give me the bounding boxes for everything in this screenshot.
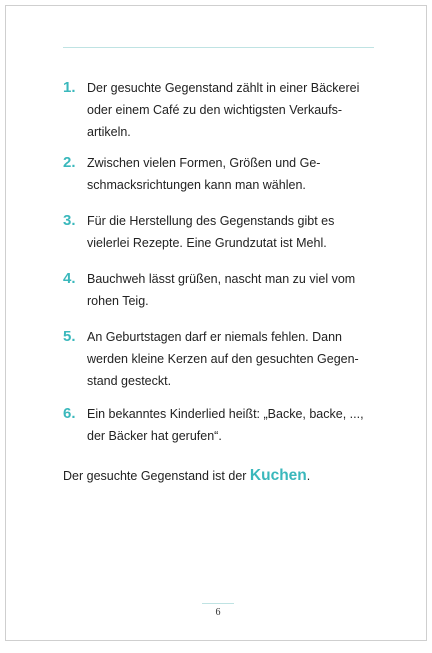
clue-item-1 bbox=[63, 77, 393, 143]
clue-text bbox=[87, 77, 359, 143]
clue-number: 5. bbox=[63, 328, 76, 345]
clue-line: An Geburtstagen darf er niemals fehlen. Dann bbox=[87, 330, 343, 344]
page-number: 6 bbox=[215, 607, 221, 618]
clue-line: schmacksrichtungen kann man wählen. bbox=[87, 178, 306, 192]
clue-item-6 bbox=[63, 403, 393, 447]
clue-item-3 bbox=[63, 210, 393, 254]
clue-item-5 bbox=[63, 326, 393, 392]
footer-divider bbox=[202, 603, 234, 604]
clue-number: 3. bbox=[63, 212, 76, 229]
answer-sentence bbox=[63, 463, 393, 489]
book-page bbox=[5, 5, 427, 641]
answer-highlight: Kuchen bbox=[249, 467, 307, 484]
clue-line: Für die Herstellung des Gegenstands gibt es bbox=[87, 214, 335, 228]
clue-number: 1. bbox=[63, 79, 76, 96]
clue-item-2 bbox=[63, 152, 393, 196]
clue-line: Ein bekanntes Kinderlied heißt: „Backe, backe, ..., bbox=[87, 407, 364, 421]
clue-text bbox=[87, 268, 355, 312]
clue-line: Zwischen vielen Formen, Größen und Ge- bbox=[87, 156, 321, 170]
clue-number: 6. bbox=[63, 405, 76, 422]
clue-line: der Bäcker hat gerufen“. bbox=[87, 429, 222, 443]
clue-line: vielerlei Rezepte. Eine Grundzutat ist Mehl. bbox=[87, 236, 327, 250]
clue-text bbox=[87, 210, 334, 254]
clue-item-4 bbox=[63, 268, 393, 312]
clue-line: oder einem Café zu den wichtigsten Verkaufs- bbox=[87, 103, 342, 117]
clue-number: 4. bbox=[63, 270, 76, 287]
clue-text bbox=[87, 152, 320, 196]
clue-line: Der gesuchte Gegenstand zählt in einer Bäckerei bbox=[87, 81, 360, 95]
clue-line: stand gesteckt. bbox=[87, 374, 172, 388]
clue-text bbox=[87, 326, 359, 392]
clue-line: artikeln. bbox=[87, 125, 131, 139]
answer-prefix: Der gesuchte Gegenstand ist der bbox=[63, 469, 250, 483]
clue-text bbox=[87, 403, 364, 447]
answer-suffix: . bbox=[306, 469, 311, 483]
clue-line: Bauchweh lässt grüßen, nascht man zu viel vom bbox=[87, 272, 356, 286]
clue-number: 2. bbox=[63, 154, 76, 171]
clue-line: werden kleine Kerzen auf den gesuchten Gegen- bbox=[87, 352, 359, 366]
top-divider bbox=[63, 47, 374, 48]
clue-line: rohen Teig. bbox=[87, 294, 149, 308]
